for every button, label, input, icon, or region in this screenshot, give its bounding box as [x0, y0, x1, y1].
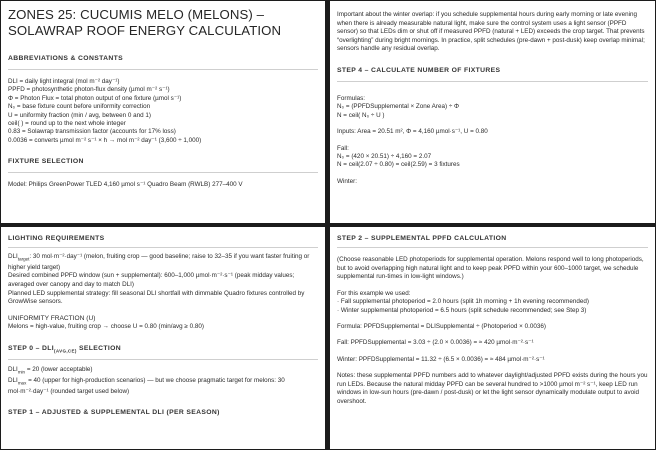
step2-heading: STEP 2 – SUPPLEMENTAL PPFD CALCULATION	[337, 235, 507, 242]
section-divider	[8, 69, 318, 70]
fixture-model-line: Model: Philips GreenPower TLED 4,160 µmol s⁻¹ Quadro Beam (RWLB) 277–400 V	[8, 181, 243, 189]
step0-heading: STEP $0 - DLI_{(AVG,CE)}$ SELECTION	[8, 344, 122, 353]
dli-max-line: $DLI_{max} = 40$ (upper for high-production scenarios) — but we choose pragmatic target for melons: 30 mol·m⁻²·day⁻¹ (rounded target used below)	[8, 376, 285, 395]
winter-overlap-note: Important about the winter overlap: if you schedule supplemental hours during early morning or late evening when there is already measurable natural light, make sure the control system uses a light sensor (PPFD sensor) so that LEDs dim or shut off if measured PPFD (natural + LED) exceeds the crop target. That prevents “overlighting” during bright mornings. In practice, split schedules (pre-dawn + post-dusk) keep overlap minimal; sensors handle any residual overlap.	[337, 11, 645, 53]
document-page-4	[330, 227, 655, 449]
title-line-2: SOLAWRAP ROOF ENERGY CALCULATION	[8, 23, 282, 38]
fall-label: Fall:	[337, 144, 349, 152]
step4-heading: STEP 4 – CALCULATE NUMBER OF FIXTURES	[337, 66, 501, 74]
section-divider	[8, 172, 318, 173]
ppfd-formula: Formula: PPFDSupplemental = DLISupplemental ÷ (Photoperiod × 0.0036)	[337, 323, 546, 330]
dli-min-line: $DLI_{min} = 20$ (lower acceptable)	[8, 365, 93, 375]
abbrev-line: 0.0036 = converts µmol m⁻² s⁻¹ × h → mol m⁻² day⁻¹ (3,600 ÷ 1,000)	[8, 136, 202, 144]
abbrev-line: N₀ = base fixture count before uniformity correction	[8, 103, 151, 111]
dli-target-text: $DLI_{target}$: 30 mol·m⁻²·day⁻¹ (melon, fruiting crop — good baseline; raise to 32–35 if you want faster fruiting or higher yield target)	[8, 253, 310, 271]
abbrev-line: U = uniformity fraction (min / avg, between 0 and 1)	[8, 111, 151, 119]
fall-ppfd-calc: Fall: PPFDSupplemental = 3.03 ÷ (2.0 × 0.0036) = ≈ 420 µmol·m⁻²·s⁻¹	[337, 339, 534, 347]
document-title	[8, 7, 318, 39]
formula-base-count: N₀ = (PPFDSupplemental × Zone Area) ÷ Φ	[337, 103, 460, 111]
planned-led-strategy: Planned LED supplemental strategy: fill seasonal DLI shortfall with dimmable Quadro fixtures controlled by GrowWise sensors.	[8, 289, 305, 306]
fall-base-count: N₀ = (420 × 20.51) ÷ 4,160 = 2.07	[337, 153, 432, 160]
uniformity-line: Melons = high-value, fruiting crop → choose U = 0.80 (min/avg ≥ 0.80)	[8, 323, 204, 331]
abbreviations-heading: ABBREVIATIONS & CONSTANTS	[8, 55, 123, 62]
abbrev-line: Φ = Photon Flux = total photon output of one fixture (µmol s⁻¹)	[8, 94, 182, 102]
title-line-1: ZONES 25: CUCUMIS MELO (MELONS) –	[8, 7, 265, 22]
fixture-selection-heading: FIXTURE SELECTION	[8, 158, 84, 166]
winter-ppfd-calc: Winter: PPFDSupplemental = 11.32 ÷ (6.5 × 0.0036) = ≈ 484 µmol·m⁻²·s⁻¹	[337, 355, 545, 363]
document-page-3	[1, 227, 325, 449]
section-divider	[337, 247, 648, 248]
winter-label: Winter:	[337, 177, 357, 185]
abbrev-line: 0.83 = Solawrap transmission factor (accounts for 17% loss)	[8, 128, 176, 136]
fall-fixture-count: N = ceil(2.07 ÷ 0.80) = ceil(2.59) = 3 fixtures	[337, 161, 460, 169]
formula-fixture-count: N = ceil( N₀ ÷ U )	[337, 111, 385, 119]
supplemental-notes: Notes: these supplemental PPFD numbers add to whatever daylight/adjusted PPFD exists during the hours you run LEDs. Because the natural midday PPFD can be several hundred to >1000 µmol m⁻² s⁻¹, keep LED run windows in low-sun hours (pre-dawn / post-dusk) or let the light sensor dynamically modulate output to avoid overshoot.	[337, 372, 648, 405]
inputs-line: Inputs: Area = 20.51 m², Φ = 4,160 µmol·s⁻¹, U = 0.80	[337, 128, 488, 136]
abbrev-line: PPFD = photosynthetic photon-flux density (µmol m⁻² s⁻¹)	[8, 86, 170, 94]
ppfd-window-text: Desired combined PPFD window (sun + supplemental): 600–1,000 µmol·m⁻²·s⁻¹ (peak midday values; averaged over canopy and day to match DLI)	[8, 272, 295, 289]
section-divider	[337, 81, 648, 82]
winter-photoperiod: · Winter supplemental photoperiod = 6.5 hours (split schedule recommended; see Step 3)	[337, 306, 587, 314]
abbrev-line: ceil( ) = round up to the next whole integer	[8, 120, 126, 128]
document-page-1	[1, 1, 325, 223]
section-divider	[8, 359, 318, 360]
photoperiod-intro: (Choose reasonable LED photoperiods for supplemental operation. Melons respond well to long photoperiods, but to avoid overlapping high natural light and to keep peak PPFD within your 600–1000 target, we schedule supplemental run-times in low-light windows.)	[337, 256, 644, 281]
section-divider	[8, 247, 318, 248]
abbreviations-list	[8, 78, 318, 145]
lighting-requirements-heading: LIGHTING REQUIREMENTS	[8, 235, 105, 242]
abbrev-line: DLI = daily light integral (mol m⁻² day⁻¹)	[8, 78, 120, 85]
example-label: For this example we used:	[337, 289, 411, 297]
step1-heading: STEP 1 – ADJUSTED & SUPPLEMENTAL DLI (PER SEASON)	[8, 409, 220, 417]
uniformity-heading: UNIFORMITY FRACTION (U)	[8, 314, 96, 322]
document-page-2	[330, 1, 655, 223]
fall-photoperiod: · Fall supplemental photoperiod = 2.0 hours (split 1h morning + 1h evening recommended)	[337, 298, 590, 306]
formulas-label: Formulas:	[337, 94, 365, 102]
